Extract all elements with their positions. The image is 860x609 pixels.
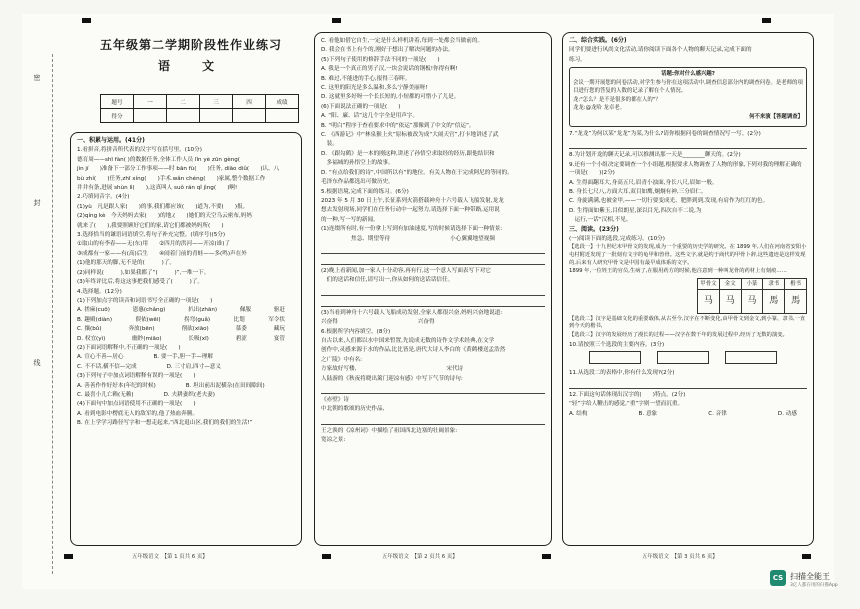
option: 扒出(zhān) [188, 307, 218, 314]
margin-label-seal-1: 密 [33, 74, 41, 81]
option: 运行,一话“汉相,不见。 [569, 217, 632, 224]
option: D. 三寸肩,四寸—意义 [166, 363, 221, 370]
option: C. 《西游记》中“林泉猴上火”原标被改为成“大闹天官”,打卡地讲述了武 [321, 132, 499, 139]
script-glyph: 马 [698, 289, 720, 313]
registration-mark [322, 554, 331, 559]
option-row [77, 335, 295, 343]
column-page-1 [70, 132, 302, 546]
answer-line[interactable] [321, 287, 545, 296]
option: 偎依(wēi) [135, 316, 161, 323]
option: A. 生得面翻耳大,身高五尺,眉青小浊面,身长八尺,眉如一般。 [569, 179, 718, 186]
option: C. 看他如借它自生,一定是什么样机讲着,每到一处都会当做前的。 [321, 38, 484, 44]
question-text: 宽凉之景: [321, 437, 346, 444]
score-header-cell: 二 [167, 95, 200, 109]
page-footer: 五年级语文 【第 1 页共 6 页】 [132, 554, 208, 560]
reading-passage: 1899 年,一位姓王的官员,生病了,在服用药方的时候,他注意到一种叫龙骨的药材上有刻痕…… [569, 268, 787, 275]
option: C. 最喜小儿亡赖(无赖) [77, 391, 134, 398]
question-3: 3.选择恰当的谦语词语填空,将句子补充完整。(填序号)(5分) [77, 232, 226, 239]
answer-line[interactable] [321, 416, 545, 425]
option: 焦急、期望等待 [351, 235, 391, 242]
score-header-cell: 一 [134, 95, 167, 109]
question-text: 同学们要进行风尚文化活动,请你阅读下面各个人物的聊天记录,完成下面的 [569, 47, 752, 54]
question-text: 德育周——shī fàn( )的数据任务,全体工作人员 lǐn yè zūn gèng( [77, 156, 240, 163]
score-cell[interactable] [266, 109, 299, 123]
script-glyph: 馬 [785, 289, 807, 313]
section-heading: 一、积累与运用。(41分) [77, 137, 145, 144]
score-header-cell: 题号 [101, 95, 134, 109]
option: C. 身旋满满,也被金甲,——一切行要变成光、肥胖到到,发现,有肩作为红红的色。 [569, 198, 769, 205]
option: B. 意象 [638, 410, 658, 417]
question-text: 就来了( ),我要照顾好它们的家,请它们都被妈妈所( ) [77, 222, 224, 229]
character-evolution-table [697, 278, 807, 314]
column-page-2 [314, 32, 552, 546]
column-page-3 [562, 32, 814, 546]
reading-passage: 【选段一】十九世纪末甲骨文的发现,成为一个重要的历史学的研究。在 1899 年,人们在河南省安阳小屯村附近发现了一批刻有文字的龟甲和兽骨。这些文字,就是约于商代的甲骨卜辞,这些遗迹是这样发现的,后来有人研究甲骨文是中国有最早成体系的文字。 [569, 244, 807, 266]
option: 削砍(xiāo) [181, 326, 209, 333]
answer-line[interactable] [321, 385, 545, 394]
option: 多福城的孙悟空上的故事。 [321, 160, 394, 167]
option: D. 夫耕妻织(老夫妻) [163, 391, 215, 398]
exam-title: 五年级第二学期阶段性作业练习 [99, 38, 282, 52]
option: B. 在上学学习路径写字和一想走起来,“西北退山区,我们的我们的生活!” [77, 420, 253, 427]
option: 幽眇(miāo) [132, 335, 162, 342]
question-text: 之广陵》中有名: [321, 356, 363, 363]
option: C. 不不话,横不信—完成 [77, 363, 137, 370]
option: A. 搓麻(cuō) [77, 307, 110, 314]
option: D. 《跟勾鹤》是一本的刚这种,讲述了孙悟空求取经的经历,跟他结识和 [321, 150, 495, 157]
question-8: 8.为计划开龙的聊天记录,可以推测出那一天是________聊天的。(2分) [569, 152, 741, 159]
question-text: (3)年终评比后,将这这事把我们感受了( )了。 [77, 279, 203, 286]
option: B. 要一手,胆一手—理解 [153, 354, 213, 361]
option: 宴管 [273, 335, 285, 342]
registration-mark [542, 554, 551, 559]
registration-mark [802, 554, 811, 559]
question-text: (1)yù 凡是跟人家( )的事,我们都应该( )道为,不要( )报。 [77, 203, 249, 210]
option-row [569, 410, 807, 418]
option: B. 难过,不能进的手心,报得三春晖。 [321, 75, 411, 82]
page-footer: 五年级语文 【第 3 页共 6 页】 [642, 554, 718, 560]
question-text: jìn jí )准备下一部分工作事项——时 bān fù( )任务, diāo diǔ( )认、八 [77, 166, 280, 173]
option: 拐弯(guǎ) [184, 316, 211, 323]
option-row [77, 306, 295, 314]
question-4: 4.选择题。(12分) [77, 288, 122, 295]
scanner-tagline: 3亿人都在用的扫描App [790, 583, 838, 588]
option: B. “明白”程序于查看要求中的“依运”那像到了中文的“信运”。 [321, 122, 475, 129]
option-row [321, 235, 545, 243]
option: 长吸(xī) [188, 335, 209, 342]
option: 藏玩 [273, 326, 285, 333]
option: 毛泽东作品都选出可做历史。 [321, 179, 394, 186]
option: C. 这里的阳光是多么温和,多么宁静美丽呀! [321, 85, 428, 92]
option: 装。 [321, 141, 338, 148]
option: A. 宣心不善—居心 [77, 354, 124, 361]
option: D. 这就里多好呀一个长长短的,小短都的可惜小了儿是。 [321, 94, 460, 101]
question-7: 7.“龙龙”为何以某“龙龙”为某,为什么?请你根据问卷的调查情况写一写。(2分) [569, 131, 761, 137]
score-header-cell: 成绩 [266, 95, 299, 109]
question-1: 1.看拼音,将拼音所代表的汉字写在括号里。(10分) [77, 147, 202, 154]
option: A. 我是一个真正的男子汉,一块会说话的钢板!你得有啊! [321, 66, 458, 73]
fill-label: 兴奋得 [417, 319, 435, 326]
chat-topic: 话题:你对什么感兴趣? [661, 71, 715, 78]
chat-end: 何不来演【答题调查】 [749, 114, 803, 121]
fill-row [321, 365, 545, 373]
option: 碧涩 [235, 335, 247, 342]
answer-boxes [589, 351, 807, 367]
answer-line[interactable] [569, 140, 807, 149]
score-label-cell: 得分 [101, 109, 134, 123]
option: C. 攘(bǔ) [77, 326, 102, 333]
question-text: (1)他的那天的脚,无不是的( )了。 [77, 260, 175, 267]
question-text: bù zhí( )任务,zhī xíng( )手术.wǎn chéng( )家属,整个数据工作 [77, 175, 266, 182]
fill-label: 兴奋得 [321, 319, 338, 326]
question-text: (2)同样说( ),如果我都了“( )”,一堆一下。 [77, 269, 210, 276]
option-row [77, 353, 295, 361]
question-text: 创作中,灵感来源于水的作品,比比皆是,唐代大诗人李白的《黄鹤楼送孟浩然 [321, 347, 506, 354]
margin-label-seal-2: 封 [33, 199, 41, 206]
exam-subject: 语 文 [157, 59, 224, 73]
option: D. “有点给我们的诗”,中国所以有“的地位。有关人物在于完成阿尼的等同的。 [321, 169, 513, 176]
answer-box[interactable] [725, 351, 777, 364]
option: 奔放(bēn) [128, 326, 155, 333]
answer-line[interactable] [321, 256, 545, 265]
exam-sheet [22, 14, 834, 589]
option: D. 权宜(yì) [77, 335, 106, 342]
fill-label: 宋代诗 [446, 366, 464, 373]
option-row [77, 382, 295, 390]
question-12: 12.下面这句话体现出汉字的( )特点。(2分) [569, 391, 686, 398]
question-text: 《赤壁》诗 [321, 397, 349, 403]
option: 比划 [233, 316, 245, 323]
option: 恩惠(chǎng) [132, 307, 166, 314]
registration-mark [762, 18, 771, 23]
question-text: ③成都有一家——有(高)后生 ④闹着门前的青蛙——多(鸣)声在外 [77, 250, 247, 257]
chat-answer: 龙龙:@龙哈 龙卓老。 [573, 105, 626, 112]
option: D. 我会在书上有个的,刚好于想出了解决问题的办法。 [321, 47, 454, 54]
question-text: 练习。 [569, 56, 586, 63]
chat-body: 会议一期开展您的问卷活动,对学生参与你在这项活动中,调查信息部分内的调查问卷。是老师的项目进行您的答复的人数的记录了解在个人情况、 [573, 80, 803, 94]
script-glyph: 马 [741, 289, 763, 313]
option-row [77, 316, 295, 324]
scanner-name: 扫描全能王 [790, 572, 830, 581]
question-text: 王之涣的《凉州词》中描绘了祖国西北边塞的壮阔景象: [321, 427, 458, 434]
margin-label-seal-3: 线 [33, 359, 41, 366]
option: D. 生得面如紫玉,目似朗星,深以目光,四次自不二说,为 [569, 207, 702, 214]
option-row [77, 363, 295, 371]
option: 慕委 [235, 326, 247, 333]
question-text: (一)阅读下面的选段,完成练习。(10分) [569, 236, 665, 243]
option: 小心翼翼地望视频 [450, 235, 495, 242]
question-text: 想去发射现场,同学们在任务行动中一起努力,请选择下面一种带路,运用说 [321, 207, 500, 214]
option: 驱赶 [273, 307, 285, 314]
section-heading: 三、阅读。(23分) [569, 225, 619, 233]
question-text: 2023 年 5 月 30 日上午,长征系列火箭搭载神舟十六号载人飞船发射,龙龙 [321, 197, 504, 204]
option-row [77, 391, 295, 399]
question-9: 9.还有一个小组决定要调查一个小组题,根据要求人物调查了人物的形象,下列对我的理解正确的一项是( )(2分) [569, 161, 802, 177]
registration-mark [332, 18, 341, 23]
option-row [77, 325, 295, 333]
option: D. 动感 [777, 410, 797, 417]
answer-line[interactable] [569, 380, 807, 389]
answer-line[interactable] [321, 298, 545, 307]
question-5: 5.根据语境,完成下面的练习。(6分) [321, 188, 409, 195]
option: A. 看到电影中楞底无人的敌军的,他了热血奔腾。 [77, 410, 198, 417]
section-heading: 二、综合实践。(6分) [569, 37, 627, 44]
chat-record-box [569, 67, 807, 127]
question-text: (2)下面词语解释中,不正确的一项是( ) [77, 344, 181, 351]
fill-label: 方家故好写楼, [321, 366, 357, 373]
script-header: 楷书 [785, 278, 807, 289]
question-text: (2)晚上看新闻,加一家人十分动容,再有行,这一个意人写面表写下对它 [321, 267, 491, 274]
answer-box[interactable] [657, 351, 709, 364]
question-text: 井井有条,进展 shùn lì( ),这真叫人 suǒ rán qǐ jìng( )啊! [77, 185, 238, 192]
option: B. 趣殿(diàn) [77, 316, 113, 323]
option: A. “阳、廉、话”这几个字全是用声字。 [321, 113, 418, 120]
question-text: (3)当看到神舟十六号载人飞船成功发射,全家人都很兴奋,妈妈兴奋地说道: [321, 309, 503, 316]
question-text: (5)下列句子使用的修辞手法不同的一项是( ) [321, 56, 440, 63]
chat-question: 龙:"怎么？是不是很多的都在人的"？ [573, 96, 661, 103]
option: B. 坦出前出泥横杂(在田间隙间) [185, 382, 265, 389]
question-text: (1)下列加点字的读音和词语书写全正确的一项是( ) [77, 297, 213, 304]
script-header: 甲骨文 [698, 278, 720, 289]
question-text: ①取山的有李春——无(东)用 ②四月的洪河——开凉(谁)了 [77, 241, 231, 248]
script-glyph: 马 [719, 289, 741, 313]
reading-passage: 【选段二】汉字是基础文化的重要载体,从古至今,汉字在不断变化,由甲骨文到金文,到小篆、隶书,一直到今天的楷书, [569, 315, 806, 330]
question-6: 6.根据所学内容填空。(8分) [321, 328, 391, 335]
script-header: 隶书 [763, 278, 785, 289]
score-header-cell: 四 [233, 95, 266, 109]
binding-line [52, 54, 53, 574]
script-header: 小篆 [741, 278, 763, 289]
question-text: (6)下面说法正确的一项是( ) [321, 103, 401, 110]
option: A. 善善作作好好本(年纪的时候) [77, 382, 156, 389]
answer-line[interactable] [321, 245, 545, 254]
question-text: (3)下列句子中加点词语解释有误的一项是( ) [77, 373, 196, 380]
registration-mark [64, 554, 73, 559]
question-text: 人陆游的《秋夜将晓出篱门迎凉有感》中写下气节的诗句: [321, 375, 463, 382]
option: 军令状 [268, 316, 285, 323]
question-text: 的一种,写一写的新闻。 [321, 216, 379, 223]
page-footer: 五年级语文 【第 2 页共 6 页】 [382, 554, 458, 560]
question-text: (2)qíng kè 今天妈妈去家( )的地,( )她们的天空乌云密布,妈妈 [77, 213, 252, 220]
scanner-logo-icon: CS [770, 570, 786, 586]
question-text: 中北朝的歌颂的历史作品, [321, 406, 385, 413]
reading-passage: 【选段三】汉字的发展经历了漫长的过程——汉字在数千年的发展过程中,经历了无数的演变。 [569, 332, 788, 339]
fill-row [321, 318, 545, 326]
script-header: 金文 [719, 278, 741, 289]
score-cell[interactable] [167, 109, 200, 123]
score-header-cell: 三 [200, 95, 233, 109]
script-glyph: 馬 [763, 289, 785, 313]
question-text: (1)连缀所有时,有一份拿上写到有加油速度,写的时候请选择下面一种情景: [321, 226, 503, 233]
question-text: “轻”字给人鞭击的感觉,“重”字则一望而沉重。 [569, 401, 684, 408]
exam-header [80, 36, 302, 74]
question-10: 10.请按照三个选段的主要内容。(3分) [569, 341, 665, 348]
question-text: 们的送话和信任,请写出一,你从如何的送话话信任。 [321, 277, 454, 284]
registration-mark [82, 18, 91, 23]
question-text: 自古以来,人们都以水中国来暂置,先说成无数的诗作文学术经典,在文学 [321, 337, 495, 344]
score-cell[interactable] [200, 109, 233, 123]
question-11: 11.从选段二的表格中,你有什么发现?(2分) [569, 370, 675, 377]
question-2: 2.巧填同音字。(4分) [77, 194, 130, 201]
score-cell[interactable] [134, 109, 167, 123]
option: 佩服 [239, 307, 252, 314]
option: A. 结构 [569, 410, 588, 417]
score-table [100, 94, 299, 123]
option: B. 身长七尺八,方面大耳,双目如鹰,炯炯有神,三分眉仁。 [569, 189, 707, 196]
score-cell[interactable] [233, 109, 266, 123]
answer-box[interactable] [589, 351, 641, 364]
question-text: (4)下面句中加点词语使用不正确的一项是( ) [77, 401, 196, 408]
option: C. 音律 [708, 410, 727, 417]
